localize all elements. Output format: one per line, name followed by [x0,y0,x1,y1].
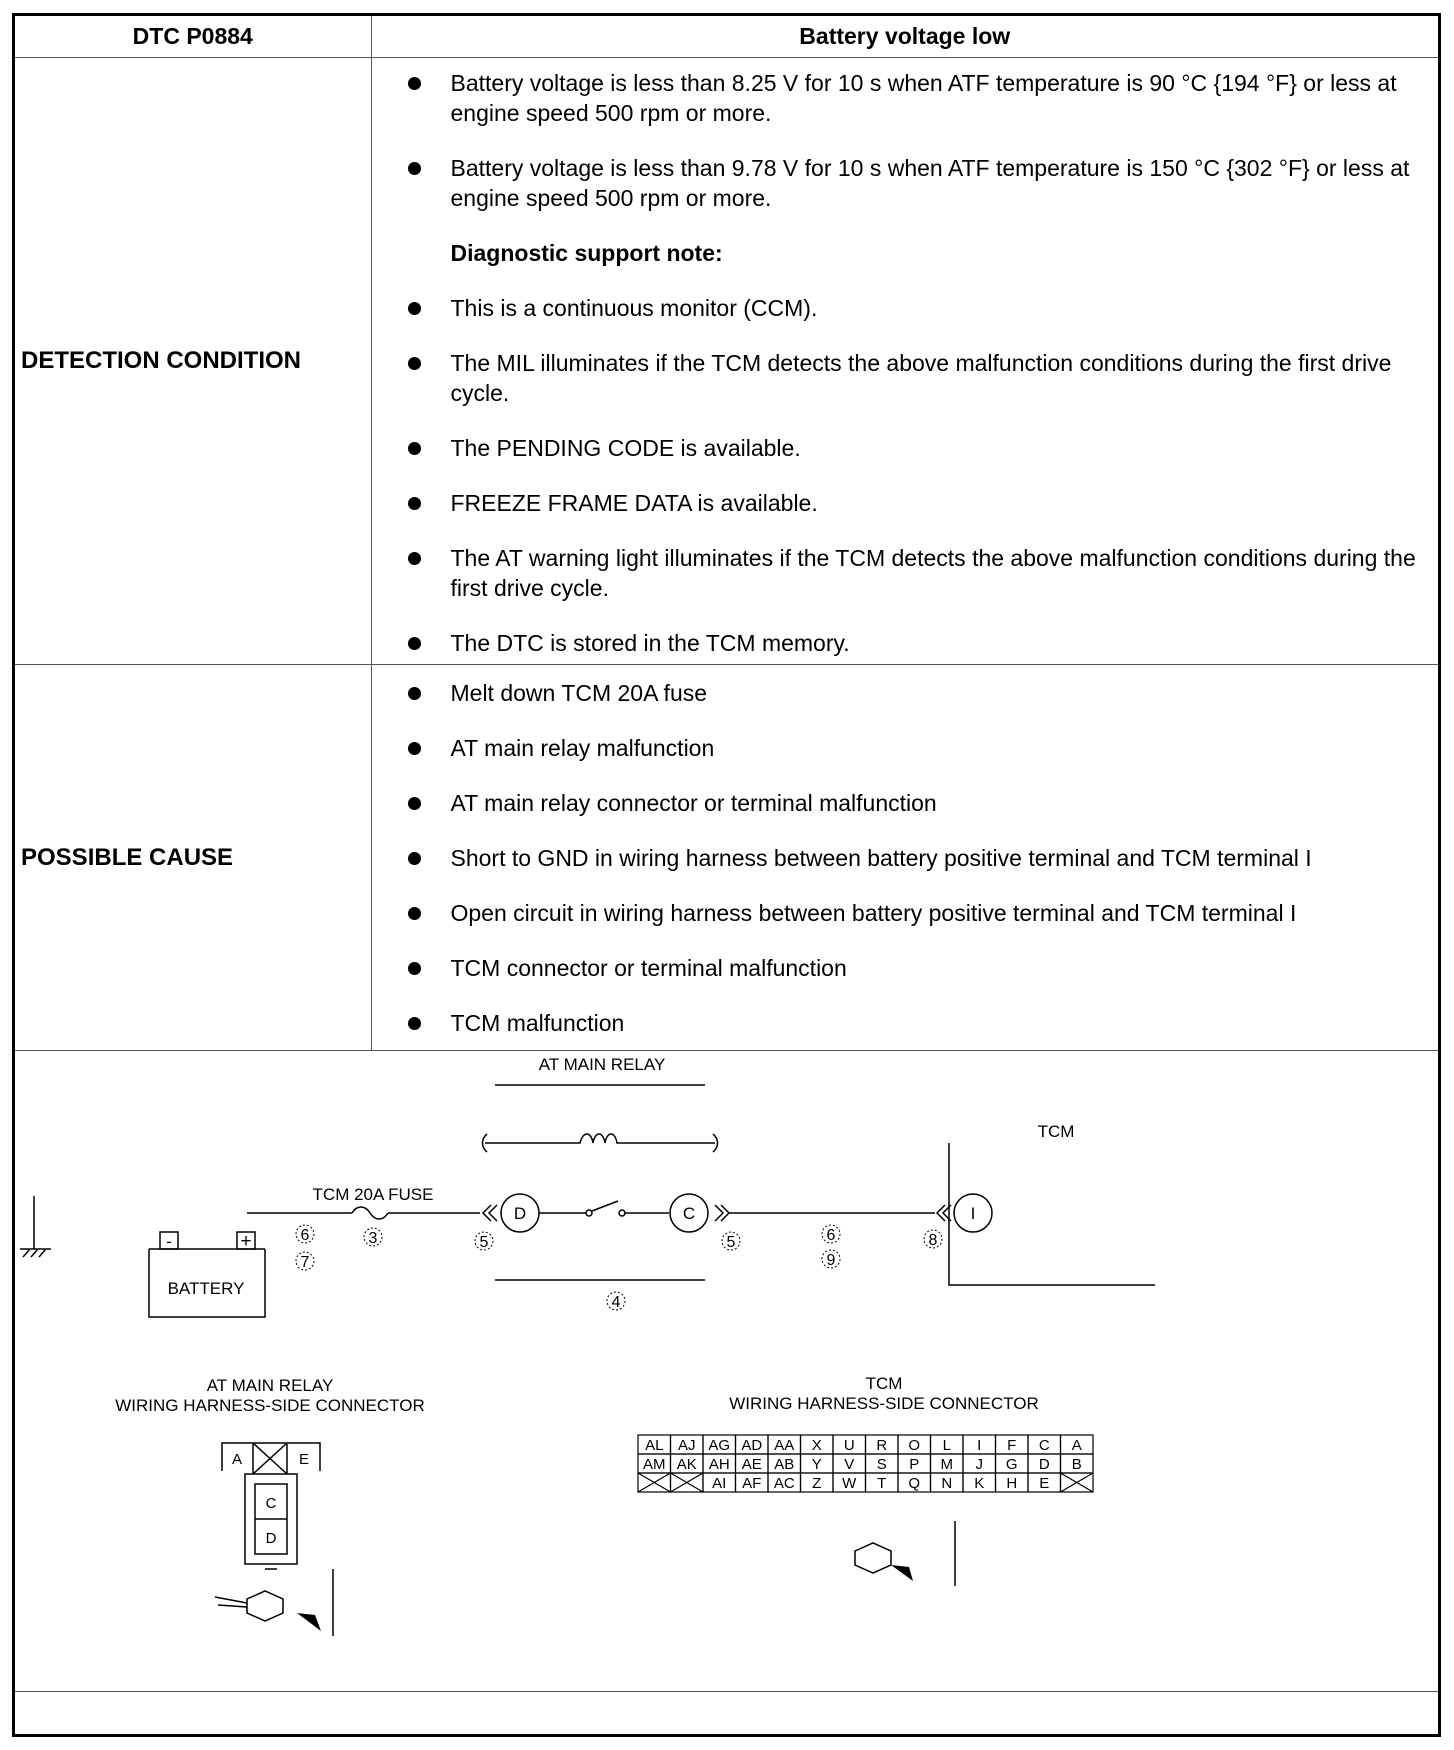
relay-view-arrow-icon [297,1613,321,1631]
tcm-box [949,1143,1155,1285]
note-item: The AT warning light illuminates if the TCM detects the above malfunction conditions during the first drive cycle. [405,543,1419,603]
dtc-table [15,16,1438,1692]
tcm-pin-label: AC [773,1475,795,1492]
connector-5b-icon [715,1205,729,1221]
tcm-connector-title: TCM [865,1374,903,1393]
tcm-pin-label: U [843,1437,855,1454]
cause-item: AT main relay connector or terminal malfunction [405,788,1419,818]
tcm-pin-label: K [974,1475,985,1492]
dtc-code: DTC P0884 [15,16,371,58]
relay-contact-left [586,1210,592,1216]
cause-item: TCM malfunction [405,1008,1419,1038]
tcm-pin-label: X [811,1437,822,1454]
tcm-pin-label: H [1006,1475,1018,1492]
tcm-pin-label: L [942,1437,951,1454]
relay-pin-e: E [298,1451,310,1468]
tcm-pin-label: A [1071,1437,1082,1454]
note-item: FREEZE FRAME DATA is available. [405,488,1419,518]
dtc-sheet [12,13,1441,1737]
dtc-title: Battery voltage low [371,16,1438,58]
tcm-pin-label: AK [676,1456,697,1473]
relay-title: AT MAIN RELAY [538,1055,666,1074]
note-item: The MIL illuminates if the TCM detects the above malfunction conditions during the first drive cycle. [405,348,1419,408]
tcm-pin-label: I [977,1437,982,1454]
tcm-pin-unused-icon [1061,1473,1094,1492]
relay-pin-d: D [265,1530,277,1547]
tcm-connector-view-icon [855,1521,955,1586]
tcm-pin-label: C [1038,1437,1050,1454]
possible-cause-label: POSSIBLE CAUSE [15,665,371,1051]
relay-pin-c: C [265,1495,277,1512]
wiring-diagram-cell [15,1051,1438,1692]
tcm-pin-label: J [975,1456,983,1473]
callout-8: 8 [928,1232,938,1249]
tcm-pin-label: R [876,1437,888,1454]
note-item: The PENDING CODE is available. [405,433,1419,463]
diagnostic-note-heading: Diagnostic support note: [450,240,723,266]
tcm-pin-label: P [909,1456,920,1473]
fuse-icon [352,1207,388,1219]
tcm-pin-label: AA [774,1437,795,1454]
relay-coil-icon [485,1134,715,1143]
detection-item: Battery voltage is less than 9.78 V for 10 s when ATF temperature is 150 °C {302 °F} or less at engine speed 500 rpm or more. [405,153,1419,213]
tcm-pin-label: AM [643,1456,666,1473]
terminal-i-label: I [970,1204,976,1223]
battery-neg-label: - [166,1232,172,1251]
tcm-pin-label: AB [774,1456,795,1473]
tcm-pin-label: S [876,1456,887,1473]
tcm-pin-unused-icon [671,1473,704,1492]
tcm-label: TCM [1037,1122,1075,1141]
tcm-pin-label: Q [908,1475,921,1492]
battery-label: BATTERY [167,1279,245,1298]
detection-item: Battery voltage is less than 8.25 V for 10 s when ATF temperature is 90 °C {194 °F} or less at engine speed 500 rpm or more. [405,68,1419,128]
tcm-pin-label: T [877,1475,887,1492]
relay-contact-right [619,1210,625,1216]
relay-connector-title: AT MAIN RELAY [206,1376,334,1395]
tcm-pin-label: B [1071,1456,1082,1473]
terminal-d-label: D [513,1204,527,1223]
tcm-pin-label: M [940,1456,953,1473]
cause-item: Melt down TCM 20A fuse [405,678,1419,708]
connector-5a-icon [483,1205,497,1221]
callout-9: 9 [826,1252,836,1269]
note-item: This is a continuous monitor (CCM). [405,293,1419,323]
tcm-pin-label: E [1039,1475,1050,1492]
callout-6b: 6 [826,1227,836,1244]
relay-connector-subtitle: WIRING HARNESS-SIDE CONNECTOR [115,1396,425,1415]
callout-4: 4 [611,1294,621,1311]
battery-pos-label: + [240,1231,252,1252]
tcm-pin-label: AJ [677,1437,696,1454]
terminal-c-label: C [682,1204,696,1223]
tcm-pin-grid [638,1435,1093,1492]
callout-7: 7 [300,1254,310,1271]
wiring-diagram [15,1051,1438,1691]
possible-cause-cell [371,665,1438,1051]
callout-3: 3 [368,1230,378,1247]
tcm-pin-label: D [1038,1456,1050,1473]
tcm-pin-unused-icon [638,1473,671,1492]
cause-item: AT main relay malfunction [405,733,1419,763]
tcm-pin-label: AH [708,1456,730,1473]
detection-condition-cell [371,58,1438,665]
tcm-pin-label: W [842,1475,857,1492]
cause-item: Open circuit in wiring harness between battery positive terminal and TCM terminal I [405,898,1419,928]
tcm-pin-label: AD [741,1437,763,1454]
detection-condition-label: DETECTION CONDITION [15,58,371,665]
fuse-label: TCM 20A FUSE [312,1185,434,1204]
cause-item: Short to GND in wiring harness between battery positive terminal and TCM terminal I [405,843,1419,873]
tcm-connector-subtitle: WIRING HARNESS-SIDE CONNECTOR [729,1394,1039,1413]
callout-5a: 5 [479,1234,489,1251]
tcm-pin-label: AG [708,1437,731,1454]
callout-5b: 5 [726,1234,736,1251]
relay-switch-icon [592,1201,618,1211]
tcm-pin-label: F [1007,1437,1017,1454]
tcm-pin-label: AF [742,1475,762,1492]
tcm-pin-label: O [908,1437,921,1454]
tcm-pin-label: Z [812,1475,822,1492]
tcm-pin-label: G [1005,1456,1018,1473]
tcm-pin-label: AI [712,1475,727,1492]
cause-item: TCM connector or terminal malfunction [405,953,1419,983]
note-item: The DTC is stored in the TCM memory. [405,628,1419,658]
tcm-pin-label: AE [741,1456,762,1473]
callout-6a: 6 [300,1227,310,1244]
relay-pin-a: A [231,1451,243,1468]
tcm-view-arrow-icon [891,1565,913,1581]
tcm-pin-label: V [844,1456,855,1473]
tcm-pin-label: Y [811,1456,822,1473]
tcm-pin-label: AL [645,1437,664,1454]
tcm-pin-label: N [941,1475,953,1492]
wiring-diagram-svg [15,1051,1438,1691]
